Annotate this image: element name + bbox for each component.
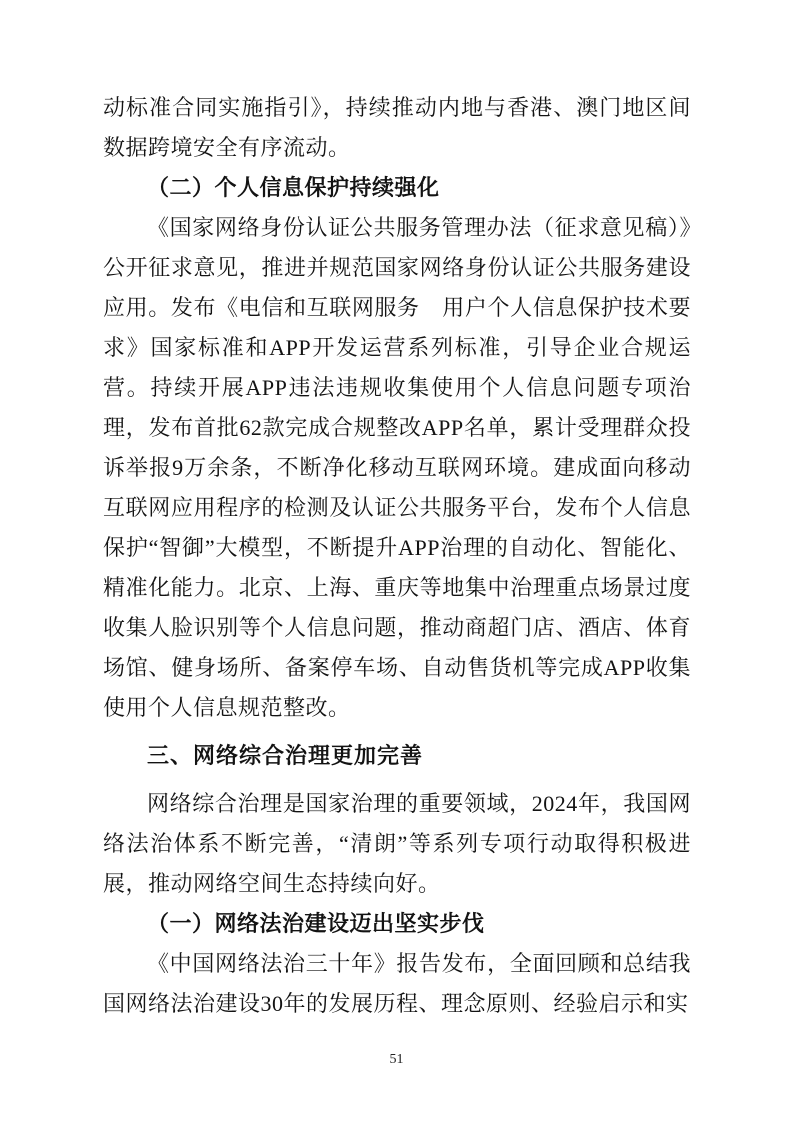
paragraph: 《中国网络法治三十年》报告发布，全面回顾和总结我国网络法治建设30年的发展历程、理念原则、经验启示和实 [103,951,691,1016]
section-heading-2: （二）个人信息保护持续强化 [147,175,440,200]
page-number: 51 [389,1052,404,1067]
paragraph: 网络综合治理是国家治理的重要领域，2024年，我国网络法治体系不断完善，“清朗”等系列专项行动取得积极进展，推动网络空间生态持续向好。 [103,791,691,896]
section-heading-1: （一）网络法治建设迈出坚实步伐 [147,911,485,936]
paragraph: 《国家网络身份认证公共服务管理办法（征求意见稿）》公开征求意见，推进并规范国家网络身份认证公共服务建设应用。发布《电信和互联网服务 用户个人信息保护技术要求》国家标准和APP开发运营系列标准，引导企业合规运营。持续开展APP违法违规收集使用个人信息问题专项治理，发布首批62款完成合规整改APP名单，累计受理群众投诉举报9万余条，不断净化移动互联网环境。建成面向移动互联网应用程序的检测及认证公共服务平台，发布个人信息保护“智御”大模型，不断提升APP治理的自动化、智能化、精准化能力。北京、上海、重庆等地集中治理重点场景过度收集人脸识别等个人信息问题，推动商超门店、酒店、体育场馆、健身场所、备案停车场、自动售货机等完成APP收集使用个人信息规范整改。 [103,215,691,720]
page-content [103,88,691,1024]
chapter-heading-3: 三、网络综合治理更加完善 [147,743,424,768]
paragraph-continued: 动标准合同实施指引》，持续推动内地与香港、澳门地区间数据跨境安全有序流动。 [103,95,691,160]
